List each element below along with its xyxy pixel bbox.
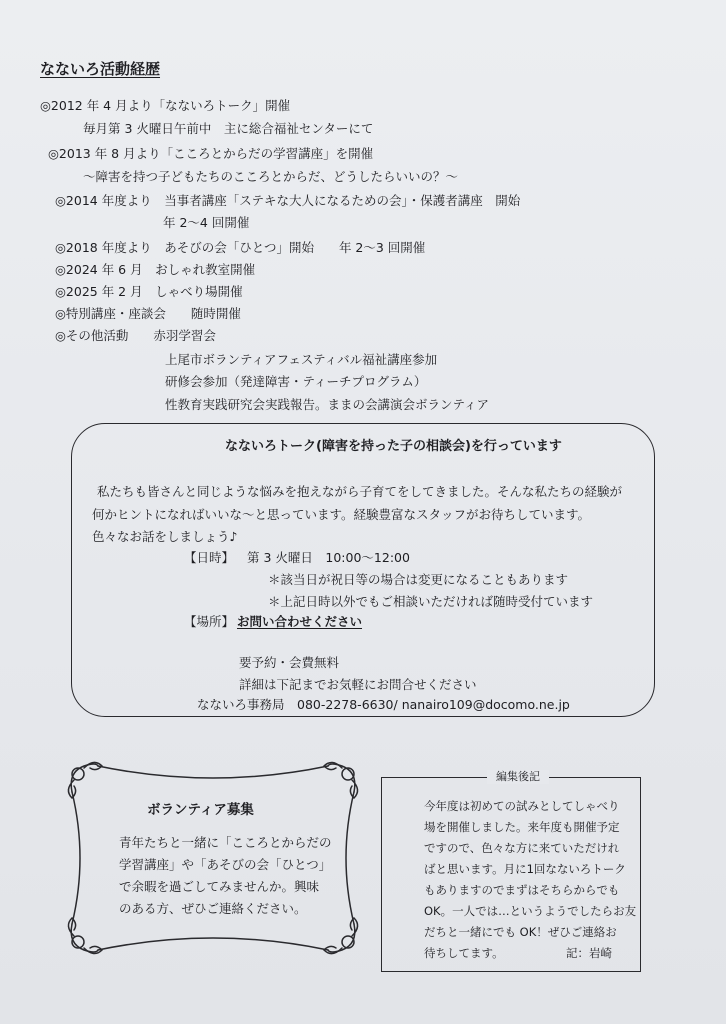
editor-note-line: ばと思います。月に1回なないろトーク <box>424 862 626 876</box>
history-line: ◎その他活動 赤羽学習会 <box>55 328 216 343</box>
history-line: ◎2024 年 6 月 おしゃれ教室開催 <box>55 262 256 277</box>
talk-contact: なないろ事務局 080-2278-6630/ nanairo109@docomo.ne.jp <box>197 697 570 712</box>
talk-reservation: 要予約・会費無料 <box>239 655 340 670</box>
talk-place-value: お問い合わせください <box>237 614 363 629</box>
editor-note-signature: 記：岩崎 <box>566 946 612 960</box>
editor-note-line: だちと一緒にでも OK！ぜひご連絡お <box>424 925 617 939</box>
history-line: 研修会参加（発達障害・ティーチプログラム） <box>165 374 427 389</box>
history-line: ◎2025 年 2 月 しゃべり場開催 <box>55 284 243 299</box>
history-line: ◎2014 年度より 当事者講座「ステキな大人になるための会」・保護者講座 開始 <box>55 193 521 208</box>
talk-body-line: 何かヒントになればいいな～と思っています。経験豊富なスタッフがお待ちしています。 <box>92 507 591 522</box>
editor-note-line: もありますのでまずはそちらからでも <box>424 883 620 897</box>
talk-date-label: 【日時】 <box>184 550 235 565</box>
history-title: なないろ活動経歴 <box>40 60 161 78</box>
history-line: ◎特別講座・座談会 随時開催 <box>55 306 241 321</box>
talk-heading: なないろトーク(障害を持った子の相談会)を行っています <box>225 439 562 454</box>
editor-note-line: 待ちしてます。 <box>424 946 504 960</box>
volunteer-body-line: で余暇を過ごしてみませんか。興味 <box>119 879 320 894</box>
history-line: 毎月第 3 火曜日午前中 主に総合福祉センターにて <box>83 121 374 136</box>
talk-body-line: 色々なお話をしましょう♪ <box>92 529 238 544</box>
volunteer-title: ボランティア募集 <box>147 802 254 818</box>
history-line: ◎2018 年度より あそびの会「ひとつ」開始 年 2～3 回開催 <box>55 240 426 255</box>
volunteer-body-line: 青年たちと一緒に「こころとからだの <box>119 835 332 850</box>
editor-note-line: 場を開催しました。来年度も開催予定 <box>424 820 620 834</box>
talk-note: ＊該当日が祝日等の場合は変更になることもあります <box>268 572 569 587</box>
volunteer-body-line: のある方、ぜひご連絡ください。 <box>119 901 307 916</box>
talk-body-line: 私たちも皆さんと同じような悩みを抱えながら子育てをしてきました。そんな私たちの経験が <box>97 484 623 499</box>
history-line: ◎2012 年 4 月より「なないろトーク」開催 <box>40 98 291 113</box>
history-line: 年 2～4 回開催 <box>163 215 250 230</box>
talk-date-value: 第 3 火曜日 10:00～12:00 <box>247 550 410 565</box>
talk-inquiry: 詳細は下記までお気軽にお問合せください <box>239 677 477 692</box>
editor-note-heading: 編集後記 <box>487 770 549 784</box>
history-line: ～障害を持つ子どもたちのこころとからだ、どうしたらいいの？～ <box>83 169 459 184</box>
editor-note-line: 今年度は初めての試みとしてしゃべり <box>424 799 620 813</box>
history-line: 上尾市ボランティアフェスティバル福祉講座参加 <box>165 352 438 367</box>
talk-place-label: 【場所】 <box>184 614 235 629</box>
volunteer-body-line: 学習講座」や「あそびの会「ひとつ」 <box>119 857 332 872</box>
talk-info-box <box>71 423 655 717</box>
history-line: ◎2013 年 8 月より「こころとからだの学習講座」を開催 <box>48 146 374 161</box>
history-line: 性教育実践研究会実践報告。ままの会講演会ボランティア <box>165 397 490 412</box>
talk-note: ＊上記日時以外でもご相談いただければ随時受付ています <box>268 594 594 609</box>
editor-note-line: ですので、色々な方に来ていただけれ <box>424 841 620 855</box>
editor-note-line: OK。一人では…というようでしたらお友 <box>424 904 637 918</box>
